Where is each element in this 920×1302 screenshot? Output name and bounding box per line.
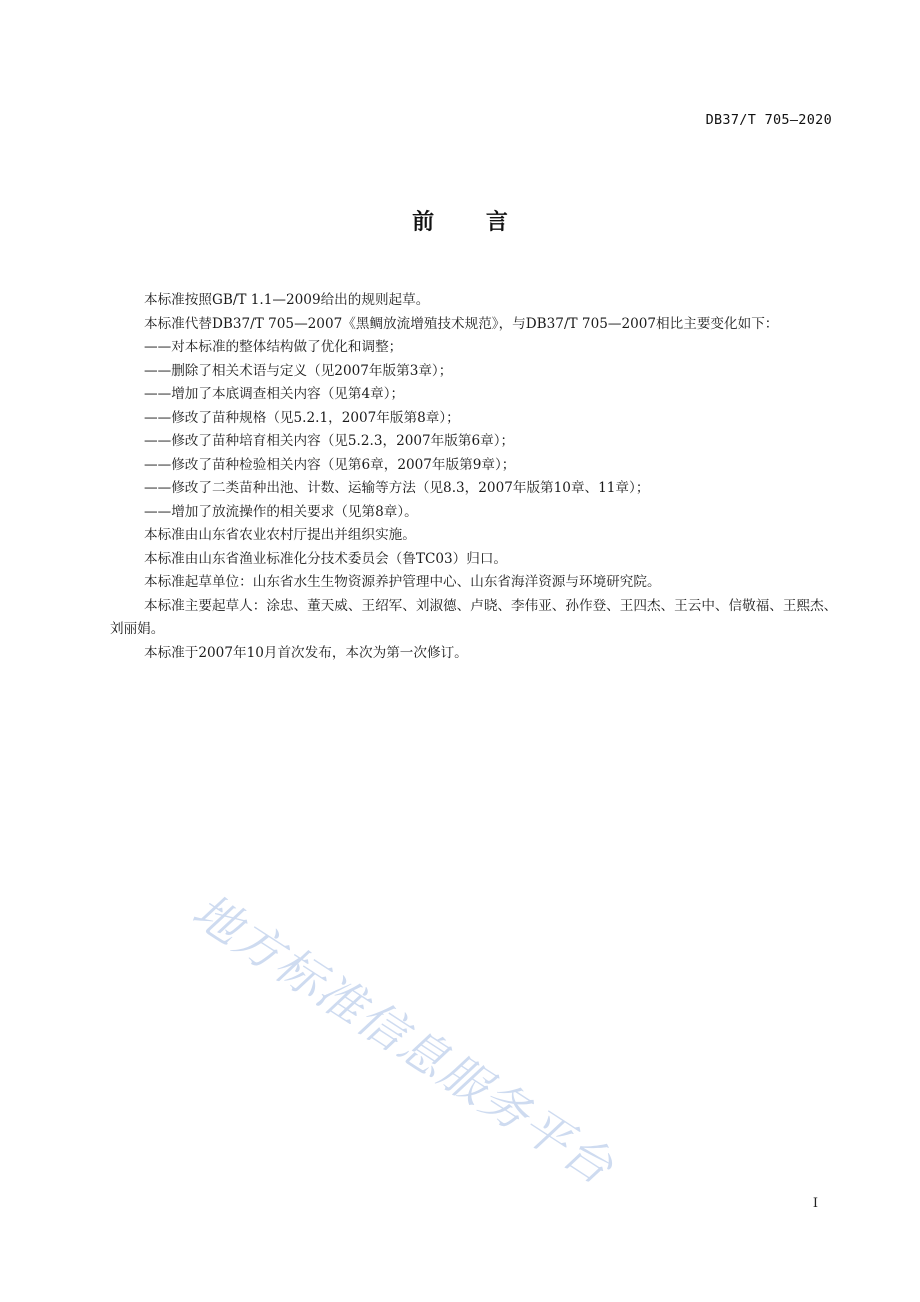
list-item-change: ——修改了苗种培育相关内容（见5.2.3，2007年版第6章）； [144,433,515,449]
paragraph-centralizing-unit: 本标准由山东省渔业标准化分技术委员会（鲁TC03）归口。 [144,550,508,567]
list-item-change: ——对本标准的整体结构做了优化和调整； [144,339,403,355]
paragraph-drafters: 本标准主要起草人：涂忠、董天威、王绍军、刘淑德、卢晓、李伟亚、孙作登、王四杰、王云中、信敬福、王熙杰、刘丽娟。 [110,597,838,637]
list-item-change: ——修改了苗种规格（见5.2.1，2007年版第8章）； [144,409,460,426]
list-item-change: ——增加了放流操作的相关要求（见第8章）。 [144,503,418,520]
document-code: DB37/T 705—2020 [705,112,832,128]
list-item-change: ——删除了相关术语与定义（见2007年版第3章）； [144,362,453,379]
paragraph-release-history: 本标准于2007年10月首次发布，本次为第一次修订。 [144,644,468,661]
paragraph-drafting-rules: 本标准按照GB/T 1.1—2009给出的规则起草。 [144,292,430,308]
foreword-body [110,289,838,665]
paragraph-replaces: 本标准代替DB37/T 705—2007《黑鲷放流增殖技术规范》，与DB37/T 705—2007相比主要变化如下： [144,315,779,332]
section-title: 前 言 [412,210,530,235]
paragraph-proposer: 本标准由山东省农业农村厅提出并组织实施。 [144,527,416,543]
page-number: I [812,1196,818,1211]
paragraph-drafting-units: 本标准起草单位：山东省水生生物资源养护管理中心、山东省海洋资源与环境研究院。 [144,574,661,590]
list-item-change: ——修改了苗种检验相关内容（见第6章，2007年版第9章）； [144,456,516,473]
watermark: 地方标准信息服务平台 [182,883,624,1197]
list-item-change: ——修改了二类苗种出池、计数、运输等方法（见8.3，2007年版第10章、11章）； [144,480,650,496]
list-item-change: ——增加了本底调查相关内容（见第4章）； [144,386,405,402]
